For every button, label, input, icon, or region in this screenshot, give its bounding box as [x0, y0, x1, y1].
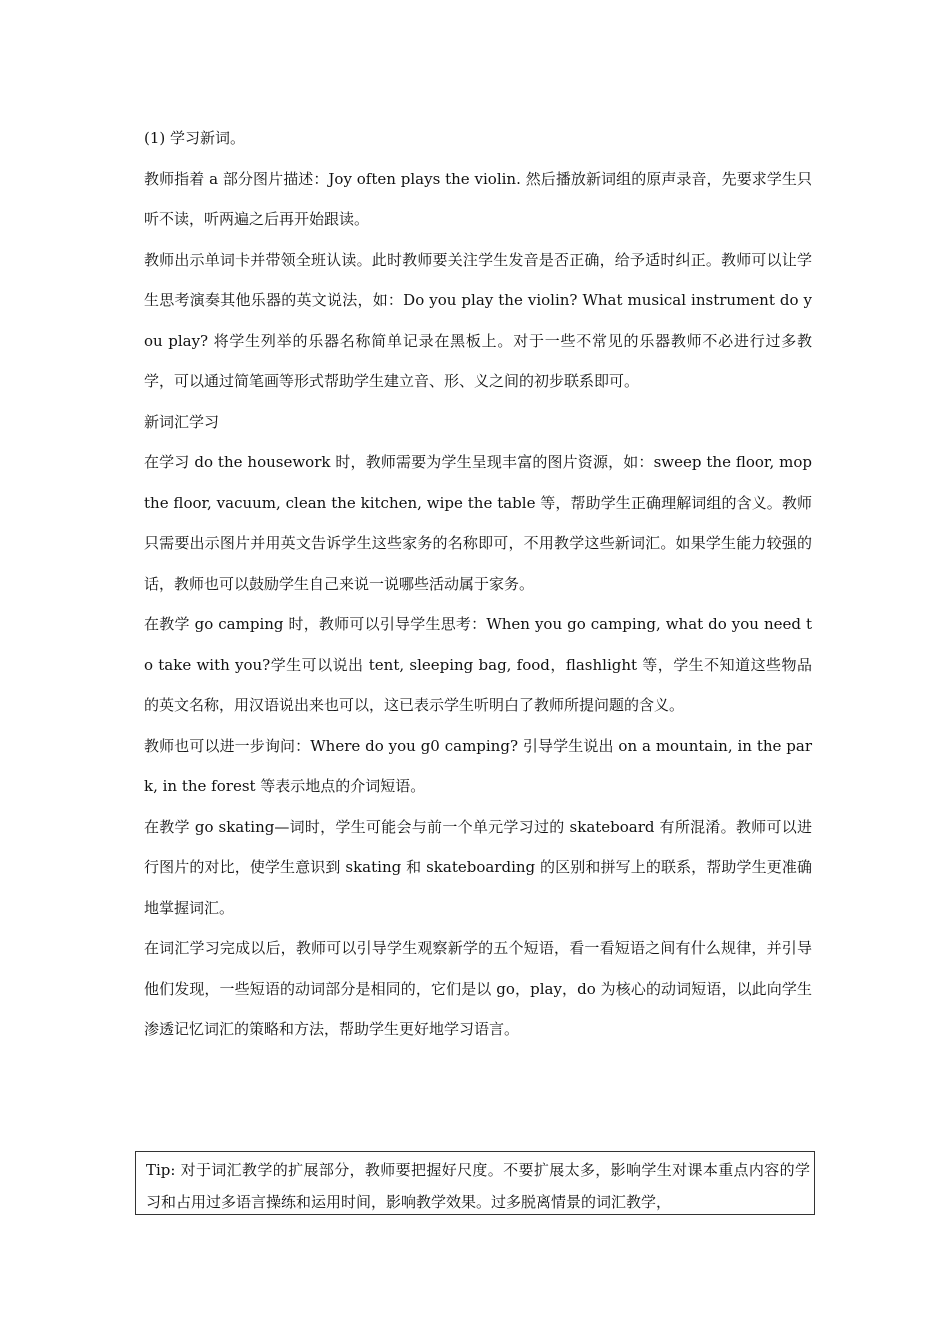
paragraph-camping-location: 教师也可以进一步询问：Where do you g0 camping? 引导学生说出 on a mountain, in the park, in the forest 等表示地点的介词短语。: [144, 736, 812, 795]
paragraph-heading-learn-new-words: (1) 学习新词。: [144, 129, 246, 147]
paragraph-camping: 在教学 go camping 时，教师可以引导学生思考：When you go camping, what do you need to take with you?学生可以说出 tent, sleeping bag, food，flashlight 等，学生不知道这些物品的英文名称，用汉语说出来也可以，这已表示学生听明白了教师所提问题的含义。: [144, 615, 812, 714]
paragraph-word-cards: 教师出示单词卡并带领全班认读。此时教师要关注学生发音是否正确，给予适时纠正。教师可以让学生思考演奏其他乐器的英文说法，如：Do you play the violin? What musical instrument do you play? 将学生列举的乐器名称简单记录在黑板上。对于一些不常见的乐器教师不必进行过多教学，可以通过简笔画等形式帮助学生建立音、形、义之间的初步联系即可。: [144, 250, 812, 390]
tip-text: Tip: 对于词汇教学的扩展部分，教师要把握好尺度。不要扩展太多，影响学生对课本重点内容的学习和占用过多语言操练和运用时间，影响教学效果。过多脱离情景的词汇教学，: [146, 1161, 810, 1211]
body-text: [144, 118, 812, 1050]
paragraph-phrase-patterns: 在词汇学习完成以后，教师可以引导学生观察新学的五个短语，看一看短语之间有什么规律，并引导他们发现，一些短语的动词部分是相同的，它们是以 go，play，do 为核心的动词短语，以此向学生渗透记忆词汇的策略和方法，帮助学生更好地学习语言。: [144, 939, 812, 1038]
paragraph-housework: 在学习 do the housework 时，教师需要为学生呈现丰富的图片资源，如：sweep the floor, mop the floor, vacuum, clean the kitchen, wipe the table 等，帮助学生正确理解词组的含义。教师只需要出示图片并用英文告诉学生这些家务的名称即可，不用教学这些新词汇。如果学生能力较强的话，教师也可以鼓励学生自己来说一说哪些活动属于家务。: [144, 453, 812, 593]
paragraph-violin-description: 教师指着 a 部分图片描述：Joy often plays the violin. 然后播放新词组的原声录音，先要求学生只听不读，听两遍之后再开始跟读。: [144, 169, 812, 228]
tip-box: [135, 1151, 815, 1215]
paragraph-new-vocabulary-heading: 新词汇学习: [144, 412, 220, 431]
paragraph-skating: 在教学 go skating—词时，学生可能会与前一个单元学习过的 skateboard 有所混淆。教师可以进行图片的对比，使学生意识到 skating 和 skateboarding 的区别和拼写上的联系，帮助学生更准确地掌握词汇。: [144, 817, 812, 917]
